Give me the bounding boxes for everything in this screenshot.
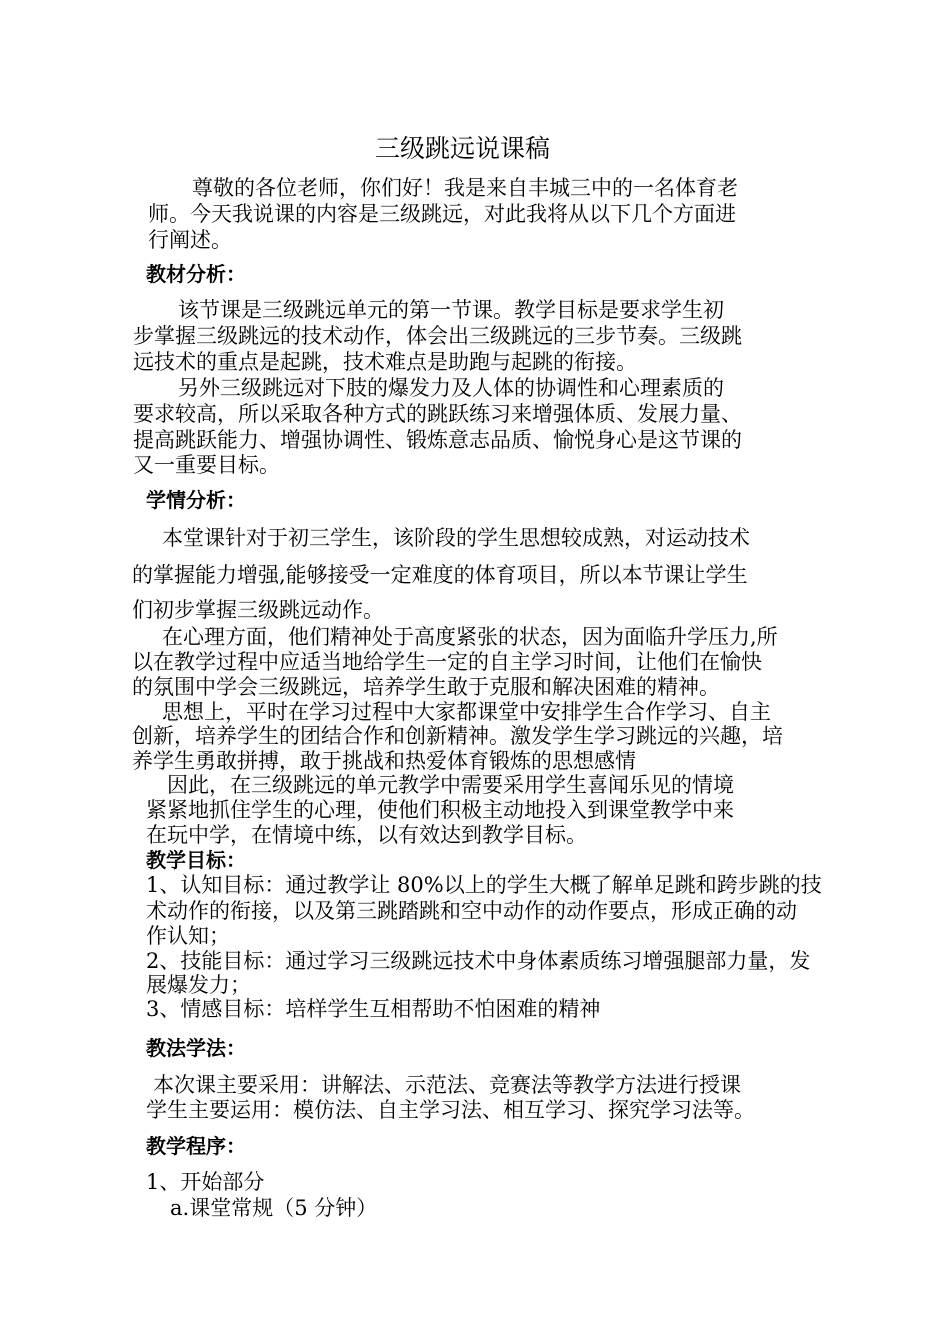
paragraph-line: 该节课是三级跳远单元的第一节课。教学目标是要求学生初 [178, 298, 724, 322]
section-heading-methods: 教法学法： [146, 1036, 246, 1060]
intro-line: 师。今天我说课的内容是三级跳远，对此我将从以下几个方面进 [148, 202, 736, 226]
intro-line: 行阐述。 [148, 228, 232, 252]
paragraph-line: 在心理方面，他们精神处于高度紧张的状态，因为面临升学压力,所 [162, 625, 778, 649]
paragraph-line: 的掌握能力增强,能够接受一定难度的体育项目，所以本节课让学生 [132, 563, 748, 587]
goal-line: 1、认知目标：通过教学让 80%以上的学生大概了解单足跳和跨步跳的技 [146, 873, 822, 897]
paragraph-line: 养学生勇敢拼搏，敢于挑战和热爱体育锻炼的思想感情 [132, 749, 636, 773]
paragraph-line: 远技术的重点是起跳，技术难点是助跑与起跳的衔接。 [133, 350, 637, 374]
section-heading-procedure: 教学程序： [146, 1134, 246, 1158]
paragraph-line: 步掌握三级跳远的技术动作，体会出三级跳远的三步节奏。三级跳 [133, 324, 742, 348]
procedure-line: 1、开始部分 [146, 1170, 265, 1194]
paragraph-line: 要求较高，所以采取各种方式的跳跃练习来增强体质、发展力量、 [133, 402, 742, 426]
paragraph-line: 思想上，平时在学习过程中大家都课堂中安排学生合作学习、自主 [162, 700, 771, 724]
goal-line: 3、情感目标：培样学生互相帮助不怕困难的精神 [146, 997, 601, 1021]
intro-line: 尊敬的各位老师，你们好！我是来自丰城三中的一名体育老 [192, 176, 738, 200]
paragraph-line: 又一重要目标。 [133, 453, 280, 477]
paragraph-line: 本堂课针对于初三学生，该阶段的学生思想较成熟，对运动技术 [162, 526, 750, 550]
paragraph-line: 提高跳跃能力、增强协调性、锻炼意志品质、愉悦身心是这节课的 [133, 428, 742, 452]
goal-line: 作认知； [146, 924, 230, 948]
paragraph-line: 学生主要运用：模仿法、自主学习法、相互学习、探究学习法等。 [146, 1098, 755, 1122]
procedure-line: a.课堂常规（5 分钟） [170, 1196, 378, 1220]
paragraph-line: 另外三级跳远对下肢的爆发力及人体的协调性和心理素质的 [178, 376, 724, 400]
paragraph-line: 紧紧地抓住学生的心理，使他们积极主动地投入到课堂教学中来 [146, 798, 734, 822]
goal-line: 2、技能目标：通过学习三级跳远技术中身体素质练习增强腿部力量，发 [146, 949, 811, 973]
paragraph-line: 们初步掌握三级跳远动作。 [132, 598, 384, 622]
paragraph-line: 的氛围中学会三级跳远，培养学生敢于克服和解决困难的精神。 [132, 675, 720, 699]
document-title: 三级跳远说课稿 [375, 134, 551, 163]
paragraph-line: 在玩中学，在情境中练，以有效达到教学目标。 [146, 823, 587, 847]
paragraph-line: 以在教学过程中应适当地给学生一定的自主学习时间，让他们在愉快 [132, 650, 762, 674]
goal-line: 展爆发力； [146, 973, 251, 997]
section-heading-textbook-analysis: 教材分析： [146, 262, 246, 286]
section-heading-student-analysis: 学情分析： [146, 488, 246, 512]
section-heading-teaching-goals: 教学目标： [146, 848, 246, 872]
paragraph-line: 创新，培养学生的团结合作和创新精神。激发学生学习跳远的兴趣，培 [132, 724, 783, 748]
goal-line: 术动作的衔接，以及第三跳踏跳和空中动作的动作要点，形成正确的动 [146, 899, 797, 923]
paragraph-line: 本次课主要采用：讲解法、示范法、竞赛法等教学方法进行授课 [153, 1073, 741, 1097]
paragraph-line: 因此，在三级跳远的单元教学中需要采用学生喜闻乐见的情境 [167, 773, 734, 797]
